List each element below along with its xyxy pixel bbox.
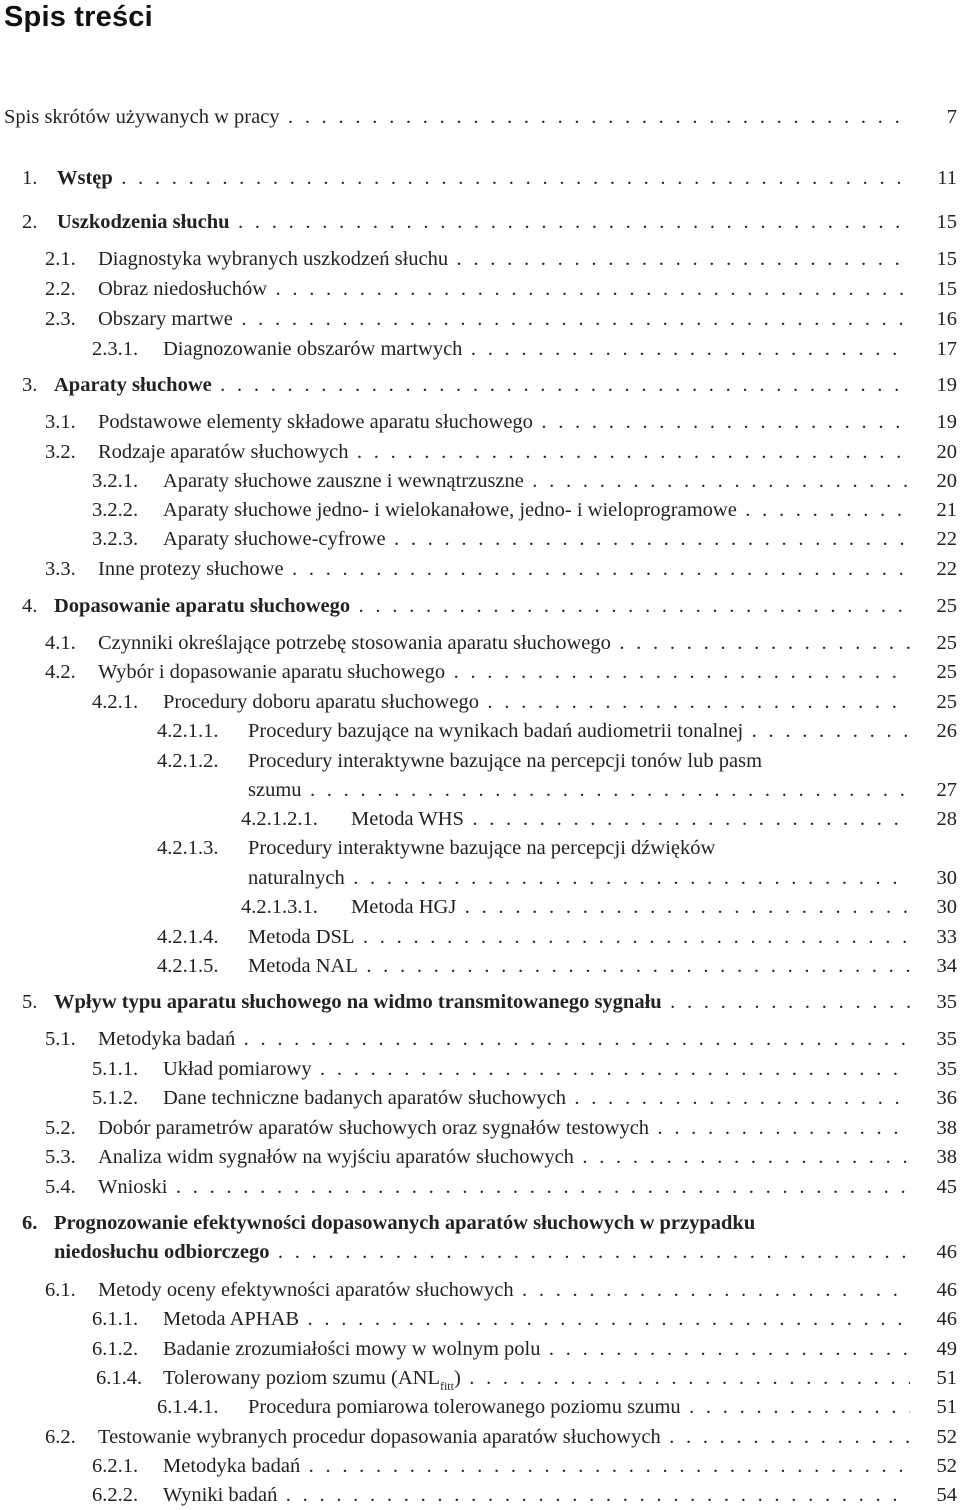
toc-entry-title: [241, 892, 910, 922]
toc-entry[interactable]: [0, 1304, 960, 1334]
toc-entry[interactable]: [0, 1392, 960, 1422]
toc-entry-page: 51: [936, 1396, 957, 1418]
toc-entry-title: [92, 524, 910, 554]
toc-entry-number: 2.3.1.: [92, 338, 139, 360]
toc-entry-title: [45, 1024, 910, 1054]
toc-entry-text: niedosłuchu odbiorczego: [54, 1241, 270, 1263]
toc-entry-number: 6.1.4.1.: [157, 1396, 219, 1418]
toc-entry-title: [92, 466, 910, 496]
toc-entry-title: [45, 244, 910, 274]
toc-entry-number: 6.2.: [45, 1426, 76, 1448]
toc-entry-title: [157, 951, 910, 981]
toc-entry-number: 3.2.3.: [92, 528, 139, 550]
toc-entry-page: 38: [936, 1117, 957, 1139]
toc-entry-title: [157, 922, 910, 952]
toc-entry-title: [22, 370, 910, 400]
toc-entry-page: 17: [936, 338, 957, 360]
toc-entry-page: 11: [937, 167, 957, 189]
toc-entry-title: [248, 863, 910, 893]
toc-entry-title: [241, 804, 910, 834]
toc-entry-text: Metodyka badań: [98, 1028, 236, 1050]
toc-entry-number: 5.: [22, 991, 38, 1013]
toc-entry-number: 5.3.: [45, 1146, 76, 1168]
toc-entry[interactable]: [0, 591, 960, 621]
toc-entry-title: [45, 1422, 910, 1452]
toc-entry-title: [92, 1334, 910, 1364]
toc-entry-title: [4, 102, 910, 132]
toc-entry[interactable]: [0, 987, 960, 1017]
toc-entry[interactable]: [0, 833, 960, 863]
toc-entry-text: Aparaty słuchowe jedno- i wielokanałowe, jedno- i wieloprogramowe: [163, 499, 737, 521]
toc-entry-number: 3.: [22, 374, 38, 396]
toc-entry-page: 30: [936, 867, 957, 889]
toc-entry-number: 2.3.: [45, 308, 76, 330]
toc-entry-title: [92, 687, 910, 717]
toc-entry[interactable]: [0, 1275, 960, 1305]
toc-entry-text: Czynniki określające potrzebę stosowania aparatu słuchowego: [98, 632, 611, 654]
toc-entry-text: Układ pomiarowy: [163, 1058, 312, 1080]
toc-entry-page: 46: [936, 1279, 957, 1301]
toc-entry-page: 54: [936, 1484, 957, 1506]
toc-entry[interactable]: [0, 1363, 960, 1393]
toc-entry-page: 27: [936, 779, 957, 801]
toc-entry[interactable]: [0, 1480, 960, 1510]
toc-entry-title: [92, 1451, 910, 1481]
toc-entry-title: [45, 1275, 910, 1305]
toc-entry-number: 3.1.: [45, 411, 76, 433]
toc-entry-text: Inne protezy słuchowe: [98, 558, 284, 580]
toc-entry-number: 5.1.2.: [92, 1087, 139, 1109]
toc-entry-title: [45, 304, 910, 334]
toc-entry-text: Diagnozowanie obszarów martwych: [163, 338, 463, 360]
toc-entry-title: [22, 591, 910, 621]
toc-entry-text: Analiza widm sygnałów na wyjściu aparatów słuchowych: [98, 1146, 574, 1168]
toc-entry-number: 6.1.: [45, 1279, 76, 1301]
toc-entry-page: 33: [936, 926, 957, 948]
toc-entry-number: 4.1.: [45, 632, 76, 654]
toc-entry-page: 36: [936, 1087, 957, 1109]
toc-entry-title: [22, 163, 910, 193]
toc-entry-page: 35: [936, 1058, 957, 1080]
toc-entry[interactable]: [0, 207, 960, 237]
toc-entry[interactable]: [0, 274, 960, 304]
toc-entry-page: 46: [936, 1241, 957, 1263]
toc-entry-page: 16: [936, 308, 957, 330]
toc-entry-text: Aparaty słuchowe-cyfrowe: [163, 528, 386, 550]
toc-entry-title: [92, 495, 910, 525]
toc-entry-title: [96, 1363, 910, 1393]
toc-entry-page: 15: [936, 278, 957, 300]
toc-entry-page: 19: [936, 374, 957, 396]
toc-entry-text: Procedury interaktywne bazujące na percepcji tonów lub pasm: [248, 750, 763, 772]
toc-entry-page: 52: [936, 1426, 957, 1448]
toc-entry-page: 15: [936, 248, 957, 270]
toc-entry-number: 4.2.1.3.1.: [241, 896, 318, 918]
toc-entry-page: 21: [936, 499, 957, 521]
toc-entry-number: 6.1.4.: [96, 1367, 143, 1389]
toc-entry-title: [92, 1304, 910, 1334]
toc-entry-page: 20: [936, 470, 957, 492]
toc-entry-number: 3.2.1.: [92, 470, 139, 492]
toc-entry-text: Metoda HGJ: [351, 896, 457, 918]
toc-entry-text: Obszary martwe: [98, 308, 233, 330]
toc-entry-text: naturalnych: [248, 867, 345, 889]
toc-entry[interactable]: [0, 746, 960, 776]
toc-entry-text: Procedura pomiarowa tolerowanego poziomu szumu: [248, 1396, 681, 1418]
toc-entry-title: [54, 1237, 910, 1267]
toc-entry-title: [45, 628, 910, 658]
toc-entry-page: 15: [936, 211, 957, 233]
toc-entry[interactable]: [0, 716, 960, 746]
toc-entry-page: 22: [936, 558, 957, 580]
toc-entry-title: [157, 1392, 910, 1422]
toc-entry-title: [157, 833, 715, 863]
toc-entry-title: [92, 1480, 910, 1510]
toc-entry-number: 6.2.2.: [92, 1484, 139, 1506]
toc-entry-text: Wyniki badań: [163, 1484, 278, 1506]
toc-entry-title: [92, 1083, 910, 1113]
toc-entry-number: 4.: [22, 595, 38, 617]
toc-entry-text: Prognozowanie efektywności dopasowanych aparatów słuchowych w przypadku: [54, 1212, 756, 1234]
toc-entry-page: 7: [946, 106, 957, 128]
toc-entry-number: 5.1.: [45, 1028, 76, 1050]
toc-entry-number: 5.4.: [45, 1176, 76, 1198]
toc-entry[interactable]: [0, 804, 960, 834]
toc-entry-text: Procedury doboru aparatu słuchowego: [163, 691, 479, 713]
toc-entry-page: 19: [936, 411, 957, 433]
toc-entry-text: Wpływ typu aparatu słuchowego na widmo transmitowanego sygnału: [54, 991, 662, 1013]
toc-entry-number: 6.1.2.: [92, 1338, 139, 1360]
toc-entry[interactable]: [0, 1451, 960, 1481]
toc-entry-page: 52: [936, 1455, 957, 1477]
toc-entry-text: Dobór parametrów aparatów słuchowych oraz sygnałów testowych: [98, 1117, 650, 1139]
toc-entry-number: 4.2.: [45, 661, 76, 683]
toc-entry[interactable]: [0, 437, 960, 467]
toc-entry-continuation[interactable]: [0, 863, 960, 893]
toc-entry-number: 1.: [22, 167, 38, 189]
toc-entry-page: 28: [936, 808, 957, 830]
toc-entry-page: 25: [936, 691, 957, 713]
page-title: Spis treści: [4, 1, 153, 33]
toc-entry-title: [157, 716, 910, 746]
toc-entry-text: Spis skrótów używanych w pracy: [4, 106, 280, 128]
toc-entry[interactable]: [0, 163, 960, 193]
toc-entry-title: [45, 1172, 910, 1202]
toc-entry-title: [45, 554, 910, 584]
toc-entry-number: 2.2.: [45, 278, 76, 300]
toc-entry[interactable]: [0, 495, 960, 525]
toc-entry-number: 4.2.1.5.: [157, 955, 219, 977]
toc-entry-text: Metodyka badań: [163, 1455, 301, 1477]
toc-entry-page: 35: [936, 1028, 957, 1050]
toc-entry-title: [92, 334, 910, 364]
toc-entry[interactable]: [0, 892, 960, 922]
toc-entry-number: 6.: [22, 1212, 38, 1234]
toc-entry-title: [45, 407, 910, 437]
toc-entry-title: [157, 746, 762, 776]
toc-entry-title: [45, 274, 910, 304]
toc-entry[interactable]: [0, 1172, 960, 1202]
toc-entry[interactable]: [0, 554, 960, 584]
toc-entry-number: 3.3.: [45, 558, 76, 580]
toc-entry-continuation[interactable]: [0, 1237, 960, 1267]
toc-entry[interactable]: [0, 1422, 960, 1452]
toc-entry-page: 22: [936, 528, 957, 550]
toc-entry-text: Procedury bazujące na wynikach badań audiometrii tonalnej: [248, 720, 744, 742]
toc-entry[interactable]: [0, 657, 960, 687]
toc-entry-title: [22, 1208, 755, 1238]
toc-entry-title: [22, 987, 910, 1017]
toc-entry-number: 4.2.1.2.1.: [241, 808, 318, 830]
toc-entry-page: 25: [936, 661, 957, 683]
toc-entry-text: Metoda APHAB: [163, 1308, 300, 1330]
toc-entry-page: 25: [936, 595, 957, 617]
toc-entry-text: Podstawowe elementy składowe aparatu słuchowego: [98, 411, 533, 433]
toc-entry[interactable]: [0, 922, 960, 952]
toc-entry-text: Metody oceny efektywności aparatów słuchowych: [98, 1279, 514, 1301]
toc-entry-number: 2.: [22, 211, 38, 233]
toc-entry-page: 30: [936, 896, 957, 918]
toc-entry-page: 45: [936, 1176, 957, 1198]
toc-entry[interactable]: [0, 1334, 960, 1364]
toc-entry-text: Badanie zrozumiałości mowy w wolnym polu: [163, 1338, 541, 1360]
toc-entry-number: 4.2.1.1.: [157, 720, 219, 742]
toc-entry-text: Metoda NAL: [248, 955, 358, 977]
toc-entry[interactable]: [0, 951, 960, 981]
toc-entry-text: Diagnostyka wybranych uszkodzeń słuchu: [98, 248, 449, 270]
toc-entry-page: 49: [936, 1338, 957, 1360]
toc-entry-title: [45, 1113, 910, 1143]
toc-entry[interactable]: [0, 1142, 960, 1172]
toc-entry-text: Wybór i dopasowanie aparatu słuchowego: [98, 661, 446, 683]
toc-entry-page: 51: [936, 1367, 957, 1389]
toc-entry-text: Dane techniczne badanych aparatów słuchowych: [163, 1087, 566, 1109]
toc-entry[interactable]: [0, 628, 960, 658]
toc-entry-text: Tolerowany poziom szumu (ANL: [163, 1367, 440, 1389]
toc-entry-title: [22, 207, 910, 237]
toc-entry-title: [45, 657, 910, 687]
toc-entry[interactable]: [0, 687, 960, 717]
toc-entry[interactable]: [0, 304, 960, 334]
toc-entry-number: 4.2.1.2.: [157, 750, 219, 772]
toc-entry-text: Testowanie wybranych procedur dopasowania aparatów słuchowych: [98, 1426, 661, 1448]
toc-entry-number: 5.2.: [45, 1117, 76, 1139]
toc-entry-text: Metoda DSL: [248, 926, 355, 948]
toc-entry-number: 3.2.: [45, 441, 76, 463]
toc-entry-page: 46: [936, 1308, 957, 1330]
toc-entry[interactable]: [0, 1113, 960, 1143]
toc-entry-title: [45, 1142, 910, 1172]
toc-entry-page: 25: [936, 632, 957, 654]
toc-entry-number: 2.1.: [45, 248, 76, 270]
toc-entry-text: Metoda WHS: [351, 808, 464, 830]
toc-entry-number: 4.2.1.3.: [157, 837, 219, 859]
toc-entry-page: 26: [936, 720, 957, 742]
toc-entry-page: 38: [936, 1146, 957, 1168]
toc-entry-page: 20: [936, 441, 957, 463]
toc-entry-text: Aparaty słuchowe: [54, 374, 212, 396]
toc-entry[interactable]: [0, 1083, 960, 1113]
toc-entry-number: 4.2.1.4.: [157, 926, 219, 948]
toc-entry-text: Uszkodzenia słuchu: [57, 211, 230, 233]
toc-entry-text: Obraz niedosłuchów: [98, 278, 268, 300]
toc-entry-text: Procedury interaktywne bazujące na percepcji dźwięków: [248, 837, 716, 859]
toc-entry[interactable]: [0, 244, 960, 274]
toc-entry[interactable]: [0, 1024, 960, 1054]
toc-entry[interactable]: [0, 1208, 960, 1238]
toc-entry[interactable]: [0, 524, 960, 554]
toc-entry-continuation[interactable]: [0, 775, 960, 805]
toc-entry-title: [248, 775, 910, 805]
toc-entry-number: 6.2.1.: [92, 1455, 139, 1477]
toc-entry-number: 6.1.1.: [92, 1308, 139, 1330]
toc-entry-text-suffix: ): [453, 1367, 461, 1389]
toc-entry-text: Wnioski: [98, 1176, 168, 1198]
toc-entry-number: 5.1.1.: [92, 1058, 139, 1080]
toc-entry-page: 35: [936, 991, 957, 1013]
toc-entry-text: Aparaty słuchowe zauszne i wewnątrzuszne: [163, 470, 524, 492]
toc-entry-text: szumu: [248, 779, 302, 801]
toc-entry[interactable]: [0, 407, 960, 437]
toc-entry-number: 4.2.1.: [92, 691, 139, 713]
toc-entry-subscript: fitt: [439, 1379, 454, 1393]
toc-entry[interactable]: [0, 1054, 960, 1084]
toc-entry-title: [45, 437, 910, 467]
toc-entry-number: 3.2.2.: [92, 499, 139, 521]
toc-entry-page: 34: [936, 955, 957, 977]
toc-entry-text: Dopasowanie aparatu słuchowego: [54, 595, 351, 617]
toc-entry[interactable]: [0, 334, 960, 364]
toc-entry[interactable]: [0, 102, 960, 132]
toc-entry-text: Wstęp: [57, 167, 113, 189]
toc-entry-text: Rodzaje aparatów słuchowych: [98, 441, 349, 463]
toc-entry-title: [92, 1054, 910, 1084]
toc-entry[interactable]: [0, 370, 960, 400]
toc-entry[interactable]: [0, 466, 960, 496]
